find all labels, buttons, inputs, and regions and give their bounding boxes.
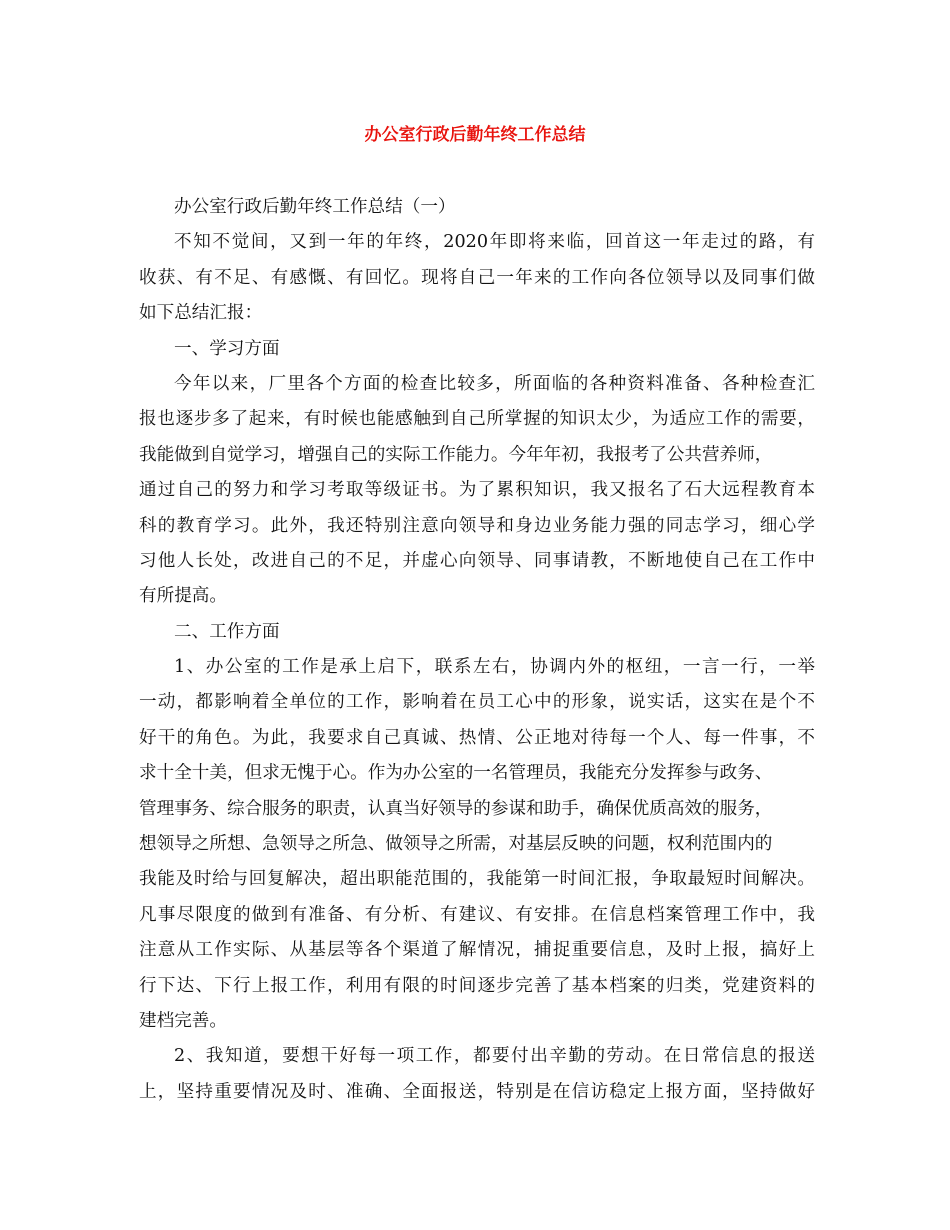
body-line: 管理事务、综合服务的职责，认真当好领导的参谋和助手，确保优质高效的服务， [139, 798, 773, 819]
body-line: 通过自己的努力和学习考取等级证书。为了累积知识，我又报名了石大远程教育本 [139, 480, 815, 501]
body-line: 求十全十美，但求无愧于心。作为办公室的一名管理员，我能充分发挥参与政务、 [139, 763, 773, 784]
body-line: 今年以来，厂里各个方面的检查比较多，所面临的各种资料准备、各种检查汇 [174, 373, 815, 394]
body-line: 好干的角色。为此，我要求自己真诚、热情、公正地对待每一个人、每一件事，不 [139, 727, 815, 748]
body-line: 行下达、下行上报工作，利用有限的时间逐步完善了基本档案的归类，党建资料的 [139, 975, 815, 996]
body-line: 报也逐步多了起来，有时候也能感触到自己所掌握的知识太少，为适应工作的需要， [139, 409, 815, 430]
body-line: 注意从工作实际、从基层等各个渠道了解情况，捕捉重要信息，及时上报，搞好上 [139, 940, 815, 961]
body-line: 上，坚持重要情况及时、准确、全面报送，特别是在信访稳定上报方面，坚持做好 [139, 1081, 815, 1102]
body-line: 一、学习方面 [174, 338, 280, 359]
body-line: 我能做到自觉学习，增强自己的实际工作能力。今年年初，我报考了公共营养师， [139, 444, 773, 465]
body-line: 2、我知道，要想干好每一项工作，都要付出辛勤的劳动。在日常信息的报送 [174, 1046, 815, 1067]
body-line: 办公室行政后勤年终工作总结（一） [174, 197, 456, 217]
body-line: 不知不觉间，又到一年的年终，2020年即将来临，回首这一年走过的路，有 [174, 232, 815, 253]
body-line: 我能及时给与回复解决，超出职能范围的，我能第一时间汇报，争取最短时间解决。 [139, 869, 815, 890]
body-line: 一动，都影响着全单位的工作，影响着在员工心中的形象，说实话，这实在是个不 [139, 692, 815, 713]
body-line: 1、办公室的工作是承上启下，联系左右，协调内外的枢纽，一言一行，一举 [174, 657, 815, 678]
body-line: 想领导之所想、急领导之所急、做领导之所需，对基层反映的问题，权利范围内的 [139, 834, 773, 855]
body-line: 建档完善。 [139, 1010, 227, 1031]
document-title: 办公室行政后勤年终工作总结 [364, 125, 586, 145]
document-body [139, 190, 815, 1110]
body-line: 科的教育学习。此外，我还特别注意向领导和身边业务能力强的同志学习，细心学 [139, 515, 815, 536]
body-line: 二、工作方面 [174, 621, 280, 642]
body-line: 如下总结汇报： [139, 303, 263, 324]
body-line: 有所提高。 [139, 586, 227, 607]
body-line: 收获、有不足、有感慨、有回忆。现将自己一年来的工作向各位领导以及同事们做 [139, 267, 815, 288]
body-line: 凡事尽限度的做到有准备、有分析、有建议、有安排。在信息档案管理工作中，我 [139, 904, 815, 925]
body-line: 习他人长处，改进自己的不足，并虚心向领导、同事请教，不断地使自己在工作中 [139, 550, 815, 571]
